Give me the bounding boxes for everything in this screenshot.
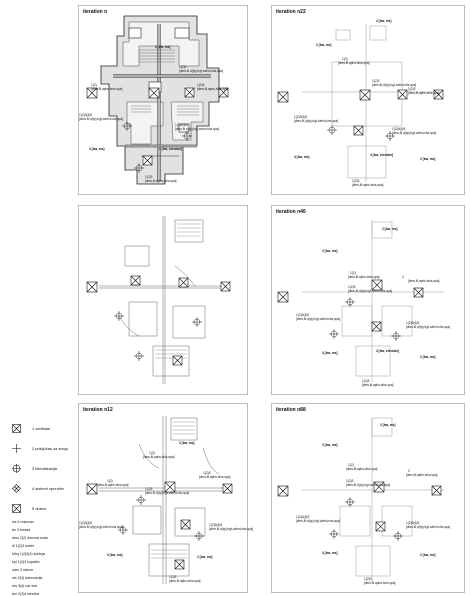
- space-attrs: [dms,fil,aphs,ishs,spa]: [97, 483, 129, 487]
- space-label: 1(2)3: [352, 179, 360, 183]
- space-label: 3 [bw, ms]: [89, 147, 105, 151]
- space-label: 2 [bw, ms]: [155, 45, 171, 49]
- space-label: 1(2)3: [364, 577, 372, 581]
- space-label: 1(2)3: [203, 471, 211, 475]
- space-attrs: [dms,fil,aphs,ishs,spa]: [143, 455, 175, 459]
- legend-line-label: kthq 1(2)3(4) kuhinja: [12, 552, 45, 556]
- space-label: 1(2)3: [169, 575, 177, 579]
- space-label: 1(2)3: [346, 479, 354, 483]
- space-attrs: [dms,fil,d(tp),hgt,cafm,ishs,spa]: [406, 325, 451, 329]
- space-label: 2 [bw, ms]: [197, 555, 213, 559]
- space-attrs: [dms,fil,aphs,ishs,spa]: [338, 61, 370, 65]
- space-attrs: [dms,fil,aphs,ishs,spa]: [91, 87, 123, 91]
- space-label: 1(2)3: [372, 79, 380, 83]
- space-label: 3 [bw, ms]: [294, 155, 310, 159]
- space-label: 1(2)3(4)5: [392, 127, 406, 131]
- space-label: 1(2)3: [362, 379, 370, 383]
- floor-plan-drawing: [79, 404, 247, 592]
- space-attrs: [dms,fil,d(tp),hgt,cafm,ishs,spa]: [179, 69, 224, 73]
- legend-line-label: kpt 1(2)3 kupatilo: [12, 560, 40, 564]
- space-attrs: [dms,fil,d(tp),hgt,cafm,ishs,spa]: [296, 519, 341, 523]
- space-label: 2 [bw, ms]: [322, 249, 338, 253]
- space-label: 1(2)3: [197, 83, 205, 87]
- panel-title: iteration n: [83, 9, 108, 15]
- climate-icon: [12, 464, 21, 473]
- plug-icon: [12, 444, 21, 453]
- floor-plan-drawing: [272, 404, 464, 592]
- space-attrs: [dms,fil,d(tp),hgt,cafm,ishs,spa]: [348, 289, 393, 293]
- panel-iteration-unlabeled: [78, 205, 248, 395]
- space-attrs: [dms,fil,aphs,ishs,spa]: [348, 275, 380, 279]
- panel-iteration-n12: [78, 403, 254, 593]
- legend-line-label: ter 0 terasa: [12, 528, 31, 532]
- floor-plan-drawing: [79, 6, 247, 194]
- legend-label: 4 sistemi sprinkler: [32, 486, 65, 491]
- legend-line-label: ws 0 restoran: [12, 520, 34, 524]
- sprinkler-icon: [12, 484, 21, 493]
- space-attrs: [dms,fil,d(tp),hgt,cafm,ishs,spa]: [296, 317, 341, 321]
- space-label: 1(2): [107, 479, 113, 483]
- floor-plan-drawing: [272, 6, 464, 194]
- space-label: 4 [bw, elevator]: [370, 153, 394, 157]
- legend-line-label: ers 3(4) car slot: [12, 584, 37, 588]
- space-label: 1(2): [342, 57, 348, 61]
- box-x-icon: [12, 424, 21, 433]
- panel-title: iteration n46: [276, 209, 306, 215]
- space-attrs: [dms,fil,aphs,ishs,spa]: [169, 579, 201, 583]
- space-attrs: [dms,fil,aphs,ishs,spa]: [352, 183, 384, 187]
- space-attrs: [dms,fil,d(tp),hgt,cafm,ishs,spa]: [294, 119, 339, 123]
- space-label: 1(2)3(4)5: [209, 523, 223, 527]
- space-attrs: [dms,fil,d(tp),hgt,cafm,ishs,spa]: [79, 525, 124, 529]
- panel-iteration-n: [78, 5, 248, 195]
- space-label: 2 [bw, ms]: [420, 355, 436, 359]
- space-label: 1(2): [348, 463, 354, 467]
- space-label: 2: [408, 469, 410, 473]
- space-attrs: [dms,fil,aphs,ishs,spa]: [406, 473, 438, 477]
- space-label: 4 [bw, elevator]: [376, 349, 400, 353]
- space-attrs: [dms,fil,d(tp),hgt,cafm,ishs,spa]: [392, 131, 437, 135]
- box-x-icon: [12, 504, 21, 513]
- space-attrs: [dms,fil,aphs,ishs,spa]: [362, 383, 394, 387]
- space-label: 3 [bw, ms]: [107, 553, 123, 557]
- space-label: 1(2)3(4)5: [294, 115, 308, 119]
- legend-label: 2 priključak za struju: [32, 446, 69, 451]
- panel-iteration-n46: [271, 205, 465, 395]
- space-label: 1(2)3(4)5: [296, 313, 310, 317]
- space-attrs: [dms,fil,d(tp),hgt,cafm,ishs,spa]: [209, 527, 254, 531]
- space-label: 2 [bw, ms]: [376, 19, 392, 23]
- space-label: 2 [bw, ms]: [380, 423, 396, 427]
- panel-title: iteration n88: [276, 407, 306, 413]
- space-attrs: [dms,fil,aphs,ishs,spa]: [346, 467, 378, 471]
- space-label: 1(2)3(4)5: [296, 515, 310, 519]
- space-attrs: [dms,fil,aphs,ishs,spa]: [364, 581, 396, 585]
- legend-line-label: til 1(2)3 tualet: [12, 544, 34, 548]
- legend-line-label: odm 2 odmor: [12, 568, 34, 572]
- space-label: 2 [bw, ms]: [316, 43, 332, 47]
- space-attrs: [dms,fil,aphs,ishs,spa]: [197, 87, 229, 91]
- space-label: 4 [bw, elevator]: [159, 147, 183, 151]
- legend-line-label: ofc 2(3) kancelarija: [12, 576, 43, 580]
- floor-plan-drawing: [272, 206, 464, 394]
- space-label: 1(2)3(4)5: [175, 123, 189, 127]
- space-label: 3 [bw, ms]: [322, 551, 338, 555]
- space-label: 2 [bw, ms]: [179, 441, 195, 445]
- space-attrs: [dms,fil,d(tp),hgt,cafm,ishs,spa]: [145, 491, 190, 495]
- space-label: 2 [bw, ms]: [322, 443, 338, 447]
- space-label: 1(2)3(4)5: [406, 521, 420, 525]
- space-label: 1(2)3(4)5: [406, 321, 420, 325]
- space-attrs: [dms,fil,aphs,ishs,spa]: [408, 91, 440, 95]
- space-label: 1(2)3: [145, 487, 153, 491]
- space-label: 1(2)3(4)5: [79, 113, 93, 117]
- legend-line-label: dms 2(2) dnevna soba: [12, 536, 48, 540]
- space-attrs: [dms,fil,d(tp),hgt,cafm,ishs,spa]: [406, 525, 451, 529]
- space-label: 1(2)3: [145, 175, 153, 179]
- legend-line-label: ten 2(3)4 tehnika: [12, 592, 39, 596]
- space-label: 1(2): [91, 83, 97, 87]
- space-attrs: [dms,fil,aphs,ishs,spa]: [408, 279, 440, 283]
- space-label: 1(2): [350, 271, 356, 275]
- panel-iteration-n88: [271, 403, 465, 593]
- space-attrs: [dms,fil,d(tp),hgt,cafm,ishs,spa]: [175, 127, 220, 131]
- panel-title: iteration n22: [276, 9, 306, 15]
- space-attrs: [dms,fil,d(tp),hgt,cafm,ishs,spa]: [79, 117, 124, 121]
- space-label: 1(2): [149, 451, 155, 455]
- legend-label: 3 klimatizacija: [32, 466, 57, 471]
- space-label: 1(2)3(4)5: [79, 521, 93, 525]
- panel-title: iteration n12: [83, 407, 113, 413]
- space-label: 2: [402, 275, 404, 279]
- panel-iteration-n22: [271, 5, 465, 195]
- space-label: 1(2)3: [408, 87, 416, 91]
- space-attrs: [dms,fil,d(tp),hgt,cafm,ishs,spa]: [346, 483, 391, 487]
- space-attrs: [dms,fil,d(tp),hgt,cafm,ishs,spa]: [372, 83, 417, 87]
- space-label: 2 [bw, ms]: [420, 157, 436, 161]
- space-attrs: [dms,fil,aphs,ishs,spa]: [199, 475, 231, 479]
- space-label: 1(2)3: [179, 65, 187, 69]
- space-attrs: [dms,fil,aphs,ishs,spa]: [145, 179, 177, 183]
- space-label: 1(2)3: [348, 285, 356, 289]
- space-label: 2 [bw, ms]: [382, 227, 398, 231]
- space-label: 2 [bw, ms]: [420, 553, 436, 557]
- floor-plan-drawing: [79, 206, 247, 394]
- legend-label: 1 vertikale: [32, 426, 51, 431]
- legend-label: 5 duboe: [32, 506, 47, 511]
- space-label: 3 [bw, ms]: [322, 351, 338, 355]
